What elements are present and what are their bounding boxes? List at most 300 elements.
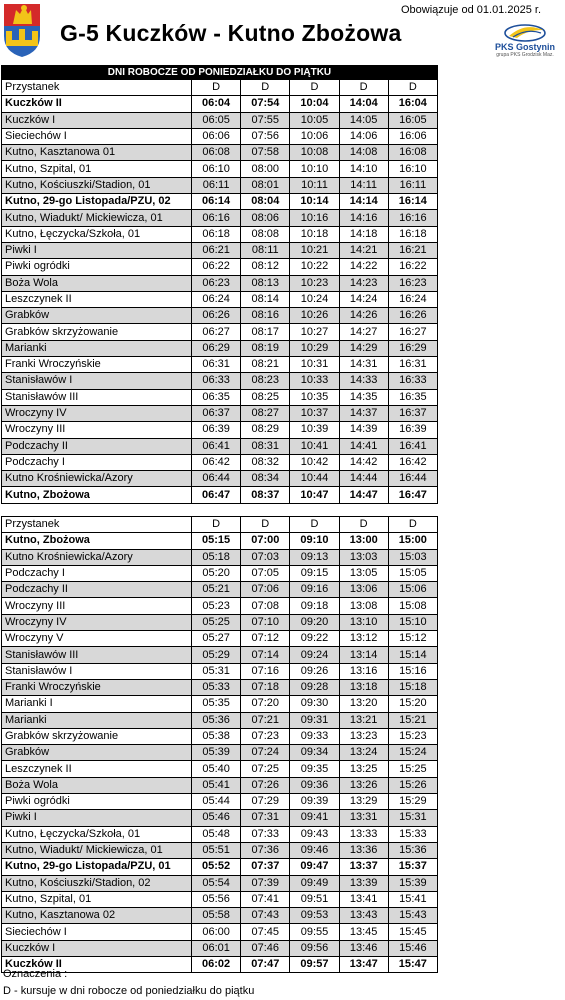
departure-time: 09:28 [290,679,339,695]
departure-time: 10:04 [290,96,339,112]
table-row [2,145,438,161]
table-row [2,940,438,956]
departure-time: 14:22 [339,259,388,275]
stop-name: Piwki ogródki [2,259,192,275]
departure-time: 07:33 [241,826,290,842]
stop-name: Kutno, Wiadukt/ Mickiewicza, 01 [2,210,192,226]
departure-time: 15:08 [388,598,437,614]
departure-time: 07:45 [241,924,290,940]
departure-time: 14:39 [339,422,388,438]
departure-time: 07:21 [241,712,290,728]
departure-time: 06:27 [192,324,241,340]
departure-time: 15:29 [388,794,437,810]
departure-time: 05:39 [192,745,241,761]
departure-time: 14:14 [339,194,388,210]
stop-name: Franki Wroczyńskie [2,679,192,695]
departure-time: 06:29 [192,340,241,356]
departure-time: 06:37 [192,405,241,421]
table-row [2,924,438,940]
stop-name: Stanisławów I [2,373,192,389]
departure-time: 07:00 [241,533,290,549]
departure-time: 05:33 [192,679,241,695]
departure-time: 07:36 [241,842,290,858]
departure-time: 08:29 [241,422,290,438]
departure-time: 08:00 [241,161,290,177]
departure-time: 07:10 [241,614,290,630]
departure-time: 16:05 [388,112,437,128]
table-row [2,438,438,454]
departure-time: 16:33 [388,373,437,389]
departure-time: 07:43 [241,908,290,924]
table-row [2,340,438,356]
departure-time: 05:36 [192,712,241,728]
departure-time: 10:33 [290,373,339,389]
departure-time: 05:58 [192,908,241,924]
stop-name: Marianki I [2,696,192,712]
stop-name: Kutno, Kasztanowa 01 [2,145,192,161]
departure-time: 09:51 [290,891,339,907]
departure-time: 15:24 [388,745,437,761]
departure-time: 13:00 [339,533,388,549]
departure-time: 14:04 [339,96,388,112]
departure-time: 06:22 [192,259,241,275]
departure-time: 06:33 [192,373,241,389]
departure-time: 14:41 [339,438,388,454]
stop-name: Stanisławów III [2,389,192,405]
departure-time: 08:37 [241,487,290,503]
table-row [2,177,438,193]
departure-time: 14:23 [339,275,388,291]
departure-time: 15:20 [388,696,437,712]
departure-time: 14:16 [339,210,388,226]
departure-time: 06:35 [192,389,241,405]
departure-time: 06:41 [192,438,241,454]
departure-time: 10:35 [290,389,339,405]
departure-time: 13:14 [339,647,388,663]
departure-time: 09:18 [290,598,339,614]
table-row [2,810,438,826]
departure-time: 07:55 [241,112,290,128]
departure-time: 13:36 [339,842,388,858]
departure-time: 09:31 [290,712,339,728]
departure-time: 16:23 [388,275,437,291]
table-row [2,389,438,405]
header-stop: Przystanek [2,80,192,96]
departure-time: 05:21 [192,582,241,598]
table-row [2,308,438,324]
departure-time: 10:27 [290,324,339,340]
outbound-timetable [1,65,438,504]
table-row [2,761,438,777]
departure-time: 06:23 [192,275,241,291]
departure-time: 13:16 [339,663,388,679]
departure-time: 14:10 [339,161,388,177]
stop-name: Kuczków I [2,112,192,128]
departure-time: 13:18 [339,679,388,695]
table-row [2,275,438,291]
departure-time: 08:01 [241,177,290,193]
departure-time: 13:25 [339,761,388,777]
departure-time: 15:45 [388,924,437,940]
table-row [2,194,438,210]
departure-time: 16:26 [388,308,437,324]
departure-time: 13:43 [339,908,388,924]
departure-time: 14:33 [339,373,388,389]
departure-time: 07:31 [241,810,290,826]
table-row [2,549,438,565]
departure-time: 05:31 [192,663,241,679]
departure-time: 16:39 [388,422,437,438]
departure-time: 06:31 [192,357,241,373]
table-row [2,357,438,373]
departure-time: 05:27 [192,631,241,647]
departure-time: 16:41 [388,438,437,454]
stop-name: Grabków skrzyżowanie [2,324,192,340]
departure-time: 06:11 [192,177,241,193]
departure-time: 15:46 [388,940,437,956]
departure-time: 08:11 [241,242,290,258]
departure-time: 08:16 [241,308,290,324]
departure-time: 09:41 [290,810,339,826]
pks-logo [490,24,560,64]
departure-time: 10:31 [290,357,339,373]
departure-time: 06:44 [192,471,241,487]
departure-time: 09:16 [290,582,339,598]
stop-name: Kutno, Łęczycka/Szkoła, 01 [2,826,192,842]
departure-time: 09:33 [290,728,339,744]
stop-name: Kutno Krośniewicka/Azory [2,549,192,565]
header-course: D [290,80,339,96]
table-row [2,908,438,924]
stop-name: Stanisławów I [2,663,192,679]
departure-time: 13:10 [339,614,388,630]
departure-time: 09:35 [290,761,339,777]
table-row [2,794,438,810]
departure-time: 09:46 [290,842,339,858]
stop-name: Kutno, Wiadukt/ Mickiewicza, 01 [2,842,192,858]
departure-time: 15:36 [388,842,437,858]
departure-time: 16:06 [388,128,437,144]
departure-time: 14:29 [339,340,388,356]
departure-time: 13:26 [339,777,388,793]
departure-time: 16:37 [388,405,437,421]
kutno-coat-of-arms-icon [2,2,42,58]
departure-time: 10:08 [290,145,339,161]
departure-time: 15:41 [388,891,437,907]
departure-time: 10:47 [290,487,339,503]
table-row [2,112,438,128]
table-row [2,161,438,177]
departure-time: 14:11 [339,177,388,193]
table-row [2,533,438,549]
departure-time: 05:48 [192,826,241,842]
departure-time: 13:24 [339,745,388,761]
departure-time: 08:08 [241,226,290,242]
stop-name: Podczachy I [2,454,192,470]
table-row [2,454,438,470]
departure-time: 16:24 [388,291,437,307]
departure-time: 13:20 [339,696,388,712]
table-row [2,631,438,647]
timetable-caption [2,66,438,80]
departure-time: 09:55 [290,924,339,940]
stop-name: Kutno, Kasztanowa 02 [2,908,192,924]
departure-time: 05:29 [192,647,241,663]
departure-time: 10:06 [290,128,339,144]
departure-time: 09:22 [290,631,339,647]
departure-time: 16:18 [388,226,437,242]
departure-time: 08:27 [241,405,290,421]
departure-time: 05:23 [192,598,241,614]
departure-time: 14:24 [339,291,388,307]
departure-time: 05:20 [192,565,241,581]
departure-time: 09:43 [290,826,339,842]
stop-name: Grabków skrzyżowanie [2,728,192,744]
departure-time: 07:14 [241,647,290,663]
departure-time: 08:23 [241,373,290,389]
departure-time: 16:31 [388,357,437,373]
stop-name: Kutno, Kościuszki/Stadion, 02 [2,875,192,891]
table-row [2,614,438,630]
departure-time: 15:06 [388,582,437,598]
departure-time: 16:10 [388,161,437,177]
stop-name: Sieciechów I [2,128,192,144]
table-row [2,696,438,712]
departure-time: 06:05 [192,112,241,128]
departure-time: 09:47 [290,859,339,875]
departure-time: 06:18 [192,226,241,242]
departure-time: 15:33 [388,826,437,842]
departure-time: 07:23 [241,728,290,744]
table-row [2,712,438,728]
departure-time: 07:16 [241,663,290,679]
stop-name: Piwki I [2,810,192,826]
legend-text: D - kursuje w dni robocze od poniedziałku do piątku [3,985,255,997]
pks-wing-logo-icon [503,24,547,42]
header-course: D [241,80,290,96]
stop-name: Piwki ogródki [2,794,192,810]
stop-name: Kutno Krośniewicka/Azory [2,471,192,487]
stop-name: Kutno, Szpital, 01 [2,891,192,907]
table-row [2,422,438,438]
departure-time: 06:42 [192,454,241,470]
departure-time: 15:25 [388,761,437,777]
departure-time: 14:18 [339,226,388,242]
departure-time: 13:21 [339,712,388,728]
departure-time: 14:31 [339,357,388,373]
validity-date: Obowiązuje od 01.01.2025 r. [400,4,541,16]
departure-time: 06:06 [192,128,241,144]
stop-name: Podczachy II [2,582,192,598]
table-row [2,582,438,598]
stop-name: Boża Wola [2,777,192,793]
stop-name: Grabków [2,308,192,324]
table-row [2,859,438,875]
departure-time: 09:56 [290,940,339,956]
departure-time: 09:57 [290,957,339,973]
stop-name: Wroczyny III [2,598,192,614]
departure-time: 05:41 [192,777,241,793]
table-row [2,405,438,421]
departure-time: 10:24 [290,291,339,307]
departure-time: 09:26 [290,663,339,679]
table-row [2,875,438,891]
departure-time: 14:05 [339,112,388,128]
departure-time: 07:18 [241,679,290,695]
departure-time: 15:31 [388,810,437,826]
departure-time: 07:06 [241,582,290,598]
header-row [2,80,438,96]
departure-time: 07:20 [241,696,290,712]
departure-time: 06:14 [192,194,241,210]
header-course: D [241,517,290,533]
table-row [2,647,438,663]
departure-time: 10:21 [290,242,339,258]
departure-time: 05:25 [192,614,241,630]
departure-time: 09:34 [290,745,339,761]
departure-time: 07:41 [241,891,290,907]
departure-time: 14:06 [339,128,388,144]
departure-time: 10:11 [290,177,339,193]
departure-time: 14:27 [339,324,388,340]
departure-time: 08:13 [241,275,290,291]
departure-time: 15:21 [388,712,437,728]
departure-time: 05:18 [192,549,241,565]
table-row [2,777,438,793]
departure-time: 13:29 [339,794,388,810]
departure-time: 14:42 [339,454,388,470]
departure-time: 07:29 [241,794,290,810]
departure-time: 10:39 [290,422,339,438]
departure-time: 06:21 [192,242,241,258]
table-row [2,210,438,226]
departure-time: 06:24 [192,291,241,307]
departure-time: 10:22 [290,259,339,275]
departure-time: 05:54 [192,875,241,891]
departure-time: 09:24 [290,647,339,663]
departure-time: 15:39 [388,875,437,891]
departure-time: 07:12 [241,631,290,647]
header-course: D [290,517,339,533]
departure-time: 10:44 [290,471,339,487]
departure-time: 05:35 [192,696,241,712]
table-row [2,663,438,679]
departure-time: 16:08 [388,145,437,161]
departure-time: 07:39 [241,875,290,891]
table-row [2,728,438,744]
departure-time: 05:40 [192,761,241,777]
header-course: D [388,517,437,533]
departure-time: 06:26 [192,308,241,324]
table-row [2,96,438,112]
departure-time: 13:41 [339,891,388,907]
departure-time: 10:23 [290,275,339,291]
departure-time: 16:44 [388,471,437,487]
departure-time: 10:41 [290,438,339,454]
header [0,0,565,64]
departure-time: 13:06 [339,582,388,598]
departure-time: 15:03 [388,549,437,565]
departure-time: 08:21 [241,357,290,373]
departure-time: 08:32 [241,454,290,470]
departure-time: 06:47 [192,487,241,503]
departure-time: 09:53 [290,908,339,924]
departure-time: 09:36 [290,777,339,793]
stop-name: Sieciechów I [2,924,192,940]
departure-time: 08:14 [241,291,290,307]
departure-time: 15:23 [388,728,437,744]
stop-name: Piwki I [2,242,192,258]
departure-time: 15:14 [388,647,437,663]
departure-time: 16:21 [388,242,437,258]
departure-time: 13:31 [339,810,388,826]
stop-name: Marianki [2,712,192,728]
departure-time: 07:47 [241,957,290,973]
departure-time: 06:39 [192,422,241,438]
departure-time: 14:21 [339,242,388,258]
table-row [2,128,438,144]
departure-time: 05:38 [192,728,241,744]
departure-time: 08:19 [241,340,290,356]
departure-time: 05:56 [192,891,241,907]
caption-text: DNI ROBOCZE OD PONIEDZIAŁKU DO PIĄTKU [2,66,438,80]
table-row [2,373,438,389]
departure-time: 10:18 [290,226,339,242]
departure-time: 16:47 [388,487,437,503]
departure-time: 13:45 [339,924,388,940]
departure-time: 08:25 [241,389,290,405]
departure-time: 07:58 [241,145,290,161]
stop-name: Kutno, 29-go Listopada/PZU, 01 [2,859,192,875]
departure-time: 14:35 [339,389,388,405]
departure-time: 05:44 [192,794,241,810]
stop-name: Leszczynek II [2,291,192,307]
departure-time: 07:46 [241,940,290,956]
stop-name: Podczachy II [2,438,192,454]
logo-name: PKS Gostynin [494,42,555,52]
logo-subtitle: grupa PKS Grodzisk Maz. [496,52,554,58]
departure-time: 05:15 [192,533,241,549]
table-row [2,891,438,907]
departure-time: 13:37 [339,859,388,875]
departure-time: 09:15 [290,565,339,581]
legend-title: Oznaczenia : [3,968,68,980]
departure-time: 13:05 [339,565,388,581]
departure-time: 16:14 [388,194,437,210]
departure-time: 07:03 [241,549,290,565]
departure-time: 07:25 [241,761,290,777]
table-row [2,291,438,307]
departure-time: 15:47 [388,957,437,973]
departure-time: 09:49 [290,875,339,891]
header-course: D [192,517,241,533]
departure-time: 06:00 [192,924,241,940]
departure-time: 14:26 [339,308,388,324]
departure-time: 07:24 [241,745,290,761]
departure-time: 09:10 [290,533,339,549]
departure-time: 10:10 [290,161,339,177]
stop-name: Kuczków I [2,940,192,956]
departure-time: 14:08 [339,145,388,161]
departure-time: 10:14 [290,194,339,210]
departure-time: 16:04 [388,96,437,112]
table-row [2,842,438,858]
departure-time: 05:52 [192,859,241,875]
departure-time: 05:46 [192,810,241,826]
stop-name: Stanisławów III [2,647,192,663]
table-row [2,226,438,242]
stop-name: Wroczyny IV [2,614,192,630]
